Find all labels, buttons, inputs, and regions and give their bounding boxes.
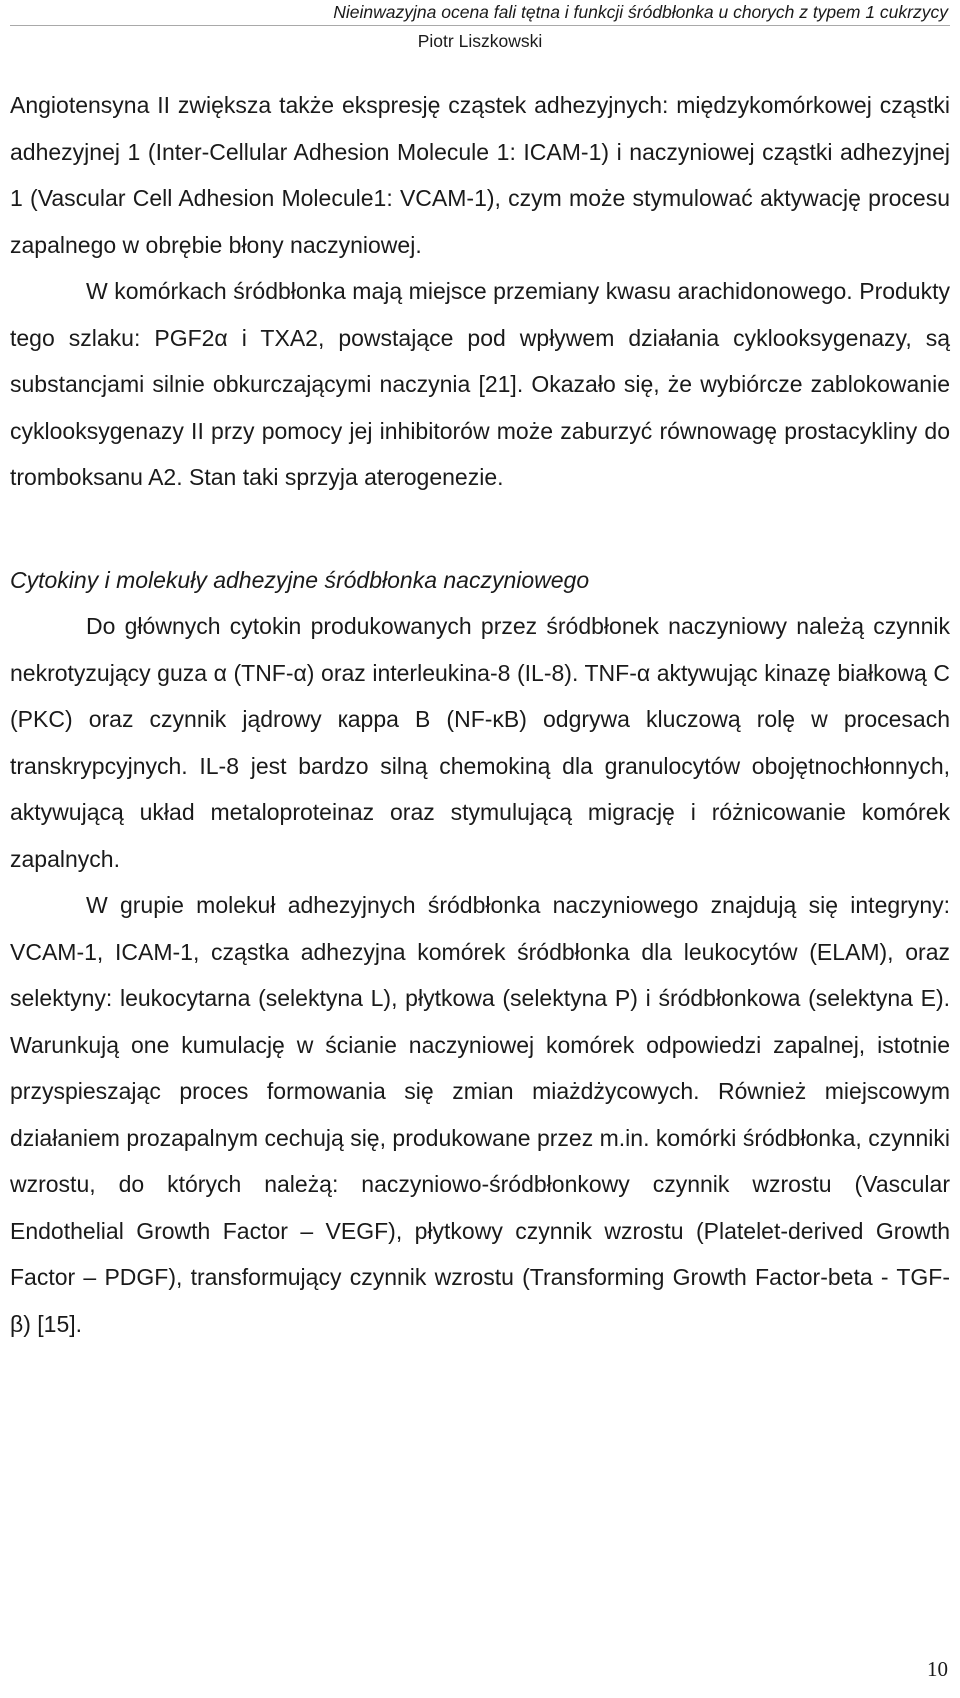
header-divider	[10, 25, 950, 26]
body-paragraph-cytokines: Do głównych cytokin produkowanych przez śródbłonek naczyniowy należą czynnik nekrotyzujący guza α (TNF-α) oraz interleukina-8 (IL-8). TNF-α aktywując kinazę białkową C (PKC) oraz czynnik jądrowy кappa B (NF-κB) odgrywa kluczową rolę w procesach transkrypcyjnych. IL-8 jest bardzo silną chemokiną dla granulocytów obojętnochłonnych, aktywującą układ metaloproteinaz oraz stymulującą migrację i różnicowanie komórek zapalnych.	[10, 613, 950, 872]
document-title: Nieinwazyjna ocena fali tętna i funkcji śródbłonka u chorych z typem 1 cukrzycy	[333, 2, 948, 22]
body-paragraph-arachidonic-acid: W komórkach śródbłonka mają miejsce przemiany kwasu arachidonowego. Produkty tego szlaku: PGF2α i TXA2, powstające pod wpływem działania cyklooksygenazy, są substancjami silnie obkurczającymi naczynia [21]. Okazało się, że wybiórcze zablokowanie cyklooksygenazy II przy pomocy jej inhibitorów może zaburzyć równowagę prostacykliny do tromboksanu A2. Stan taki sprzyja aterogenezie.	[10, 278, 950, 490]
running-header	[0, 0, 960, 60]
body-paragraph-adhesion-molecules: W grupie molekuł adhezyjnych śródbłonka naczyniowego znajdują się integryny: VCAM-1, ICAM-1, cząstka adhezyjna komórek śródbłonka dla leukocytów (ELAM), oraz selektyny: leukocytarna (selektyna L), płytkowa (selektyna P) i śródbłonkowa (selektyna E). Warunkują one kumulację w ścianie naczyniowej komórek odpowiedzi zapalnej, istotnie przyspieszając proces formowania się zmian miażdżycowych. Również miejscowym działaniem prozapalnym cechują się, produkowane przez m.in. komórki śródbłonka, czynniki wzrostu, do których należą: naczyniowo-śródbłonkowy czynnik wzrostu (Vascular Endothelial Growth Factor – VEGF), płytkowy czynnik wzrostu (Platelet-derived Growth Factor – PDGF), transformujący czynnik wzrostu (Transforming Growth Factor-beta - TGF-β) [15].	[10, 892, 950, 1337]
page-number: 10	[927, 1657, 948, 1681]
body-paragraph-angiotensin: Angiotensyna II zwiększa także ekspresję cząstek adhezyjnych: międzykomórkowej cząstki adhezyjnej 1 (Inter-Cellular Adhesion Molecule 1: ICAM-1) i naczyniowej cząstki adhezyjnej 1 (Vascular Cell Adhesion Molecule1: VCAM-1), czym może stymulować aktywację procesu zapalnego w obrębie błony naczyniowej.	[10, 92, 950, 258]
section-heading: Cytokiny i molekuły adhezyjne śródbłonka naczyniowego	[10, 566, 590, 593]
author-name: Piotr Liszkowski	[417, 31, 543, 51]
page-body	[10, 82, 950, 1347]
